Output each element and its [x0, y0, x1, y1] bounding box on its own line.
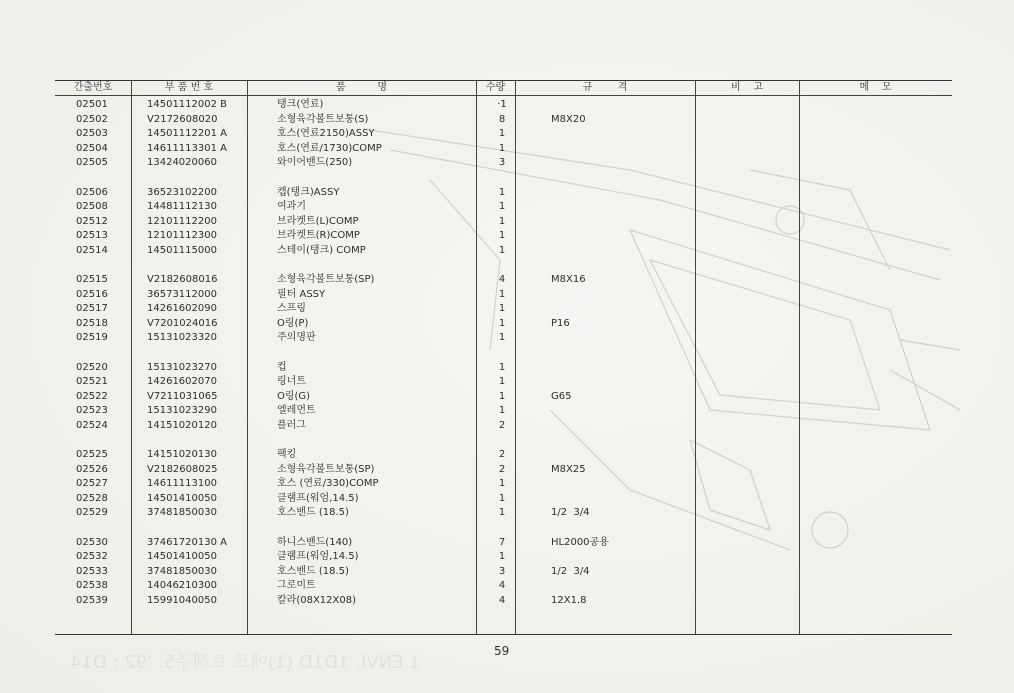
part-name-cell: 소형육각볼트보통(SP) [277, 463, 375, 475]
item-number-cell: 02529 [76, 507, 108, 518]
table-row [55, 506, 952, 520]
table-row [55, 579, 952, 593]
item-number-cell: 02505 [76, 157, 108, 168]
table-row [55, 244, 952, 258]
table-row [55, 142, 952, 156]
part-number-cell: 37461720130 A [147, 536, 228, 548]
part-name-cell: 브라켓트(L)COMP [277, 215, 359, 227]
item-number-cell: 02538 [76, 580, 108, 591]
part-name-cell: 하니스밴드(140) [277, 536, 353, 548]
part-number-cell: 14046210300 [147, 580, 217, 591]
specification-cell: M8X16 [551, 274, 586, 285]
specification-cell: G65 [551, 390, 572, 402]
table-row [55, 375, 952, 389]
part-number-cell: 14501112002 B [147, 99, 228, 110]
item-number-cell: 02523 [76, 405, 108, 416]
part-number-cell: 14501410050 [147, 551, 217, 562]
quantity-cell: 4 [498, 580, 506, 591]
table-row [55, 477, 952, 491]
quantity-cell: 3 [498, 565, 506, 577]
item-number-cell: 02528 [76, 492, 108, 504]
item-number-cell: 02506 [76, 186, 108, 198]
header-quantity: 수량 [485, 82, 506, 93]
quantity-cell: 2 [498, 463, 506, 475]
part-number-cell: 37481850030 [147, 507, 217, 518]
item-number-cell: 02517 [76, 303, 108, 314]
table-row [55, 273, 952, 287]
item-number-cell: 02504 [76, 142, 108, 154]
item-number-cell: 02515 [76, 274, 108, 285]
table-row [55, 288, 952, 302]
page-number: 59 [494, 644, 510, 658]
part-name-cell: 호스(연료2150)ASSY [277, 128, 375, 139]
table-row [55, 419, 952, 433]
item-number-cell: 02522 [76, 390, 108, 402]
specification-cell: HL2000공용 [551, 536, 609, 548]
part-number-cell: 14501115000 [147, 244, 217, 256]
part-name-cell: 클램프(워엄,14.5) [277, 551, 359, 562]
header-specification: 규 격 [582, 82, 628, 93]
table-row [55, 448, 952, 462]
part-number-cell: 15131023320 [147, 332, 217, 343]
quantity-cell: 1 [498, 142, 506, 154]
part-name-cell: 칼라(08X12X08) [277, 594, 356, 606]
part-name-cell: 소형육각볼트보통(SP) [277, 274, 375, 285]
part-number-cell: 15131023270 [147, 361, 217, 373]
quantity-cell: 4 [498, 594, 506, 606]
table-row [55, 463, 952, 477]
part-number-cell: 14151020120 [147, 419, 217, 431]
table-row [55, 229, 952, 243]
part-name-cell: 팩킹 [277, 449, 297, 460]
part-name-cell: 호스 (연료/330)COMP [277, 478, 379, 489]
specification-cell: P16 [551, 317, 570, 329]
quantity-cell: 2 [498, 419, 506, 431]
table-row [55, 492, 952, 506]
part-number-cell: 14261602070 [147, 376, 217, 387]
part-name-cell: 여과기 [277, 201, 306, 212]
table-row [55, 215, 952, 229]
part-name-cell: 호스(연료/1730)COMP [277, 142, 382, 154]
header-part-number: 부 품 번 호 [164, 82, 214, 93]
part-name-cell: O링(G) [277, 390, 311, 402]
part-name-cell: 탱크(연료) [277, 99, 324, 110]
table-row [55, 98, 952, 112]
part-name-cell: 소형육각볼트보통(S) [277, 113, 369, 125]
item-number-cell: 02525 [76, 449, 108, 460]
table-row [55, 565, 952, 579]
part-name-cell: 호스밴드 (18.5) [277, 565, 349, 577]
quantity-cell: 4 [498, 274, 506, 285]
item-number-cell: 02516 [76, 288, 108, 300]
item-number-cell: 02530 [76, 536, 108, 548]
part-number-cell: 37481850030 [147, 565, 217, 577]
quantity-cell: 1 [498, 303, 506, 314]
part-name-cell: 그로미트 [277, 580, 316, 591]
item-number-cell: 02527 [76, 478, 108, 489]
part-number-cell: V2172608020 [147, 113, 218, 125]
quantity-cell: 8 [498, 113, 506, 125]
item-number-cell: 02512 [76, 215, 108, 227]
table-row [55, 127, 952, 141]
item-number-cell: 02539 [76, 594, 108, 606]
table-bottom-rule [55, 634, 952, 635]
header-remarks: 비 고 [730, 82, 764, 93]
part-name-cell: 캡(탱크)ASSY [277, 186, 340, 198]
quantity-cell: 1 [498, 478, 506, 489]
part-name-cell: 클램프(워엄,14.5) [277, 492, 359, 504]
part-number-cell: 15991040050 [147, 594, 217, 606]
quantity-cell: 1 [498, 492, 506, 504]
item-number-cell: 02518 [76, 317, 108, 329]
part-number-cell: 15131023290 [147, 405, 217, 416]
specification-cell: M8X20 [551, 113, 586, 125]
item-number-cell: 02503 [76, 128, 108, 139]
part-number-cell: 12101112300 [147, 230, 217, 241]
table-row [55, 317, 952, 331]
quantity-cell: 1 [498, 317, 506, 329]
specification-cell: 12X1.8 [551, 594, 587, 606]
part-name-cell: 엘레먼트 [277, 405, 316, 416]
item-number-cell: 02524 [76, 419, 108, 431]
quantity-cell: 1 [498, 332, 506, 343]
part-name-cell: 브라켓트(R)COMP [277, 230, 360, 241]
quantity-cell: 1 [498, 128, 506, 139]
quantity-cell: 1 [498, 376, 506, 387]
table-row [55, 156, 952, 170]
item-number-cell: 02533 [76, 565, 108, 577]
table-row [55, 302, 952, 316]
quantity-cell: 1 [498, 551, 506, 562]
item-number-cell: 02526 [76, 463, 108, 475]
table-row [55, 404, 952, 418]
part-name-cell: 플러그 [277, 419, 306, 431]
table-row [55, 536, 952, 550]
header-rule [55, 95, 952, 96]
part-number-cell: 14481112130 [147, 201, 217, 212]
part-number-cell: 14501410050 [147, 492, 217, 504]
item-number-cell: 02520 [76, 361, 108, 373]
table-row [55, 594, 952, 608]
parts-table [55, 80, 952, 636]
bleed-through-footer: 1 ENVI. 1D1D (1)에르 트해주5. '92 : D14 [70, 652, 421, 673]
quantity-cell: 1 [498, 288, 506, 300]
part-number-cell: 14611113100 [147, 478, 217, 489]
table-row [55, 200, 952, 214]
header-part-name: 품 명 [335, 82, 388, 93]
part-name-cell: 필터 ASSY [277, 288, 326, 300]
header-memo: 메 모 [859, 82, 892, 93]
part-number-cell: V2182608016 [147, 274, 218, 285]
item-number-cell: 02514 [76, 244, 108, 256]
quantity-cell: 1 [498, 215, 506, 227]
item-number-cell: 02513 [76, 230, 108, 241]
item-number-cell: 02532 [76, 551, 108, 562]
specification-cell: M8X25 [551, 463, 586, 475]
header-item-number: 간출번호 [73, 82, 113, 93]
item-number-cell: 02501 [76, 99, 108, 110]
item-number-cell: 02521 [76, 376, 108, 387]
table-row [55, 390, 952, 404]
quantity-cell: ·1 [497, 99, 507, 110]
quantity-cell: 1 [498, 244, 506, 256]
part-name-cell: O링(P) [277, 317, 309, 329]
part-number-cell: 14261602090 [147, 303, 217, 314]
part-number-cell: 14611113301 A [147, 142, 228, 154]
part-number-cell: 36523102200 [147, 186, 217, 198]
quantity-cell: 1 [498, 390, 506, 402]
specification-cell: 1/2 3/4 [551, 507, 590, 518]
quantity-cell: 3 [498, 157, 506, 168]
part-name-cell: 호스밴드 (18.5) [277, 507, 349, 518]
quantity-cell: 1 [498, 201, 506, 212]
quantity-cell: 1 [498, 186, 506, 198]
item-number-cell: 02508 [76, 201, 108, 212]
quantity-cell: 7 [498, 536, 506, 548]
item-number-cell: 02502 [76, 113, 108, 125]
part-number-cell: 14501112201 A [147, 128, 228, 139]
part-name-cell: 주의명판 [277, 332, 316, 343]
table-row [55, 113, 952, 127]
item-number-cell: 02519 [76, 332, 108, 343]
part-name-cell: 스프링 [277, 303, 306, 314]
quantity-cell: 1 [498, 405, 506, 416]
part-number-cell: 13424020060 [147, 157, 217, 168]
quantity-cell: 2 [498, 449, 506, 460]
part-number-cell: 36573112000 [147, 288, 217, 300]
part-name-cell: 링너트 [277, 376, 306, 387]
part-name-cell: 스테이(탱크) COMP [277, 244, 366, 256]
quantity-cell: 1 [498, 361, 506, 373]
part-number-cell: 14151020130 [147, 449, 217, 460]
part-number-cell: V7201024016 [147, 317, 218, 329]
quantity-cell: 1 [498, 507, 506, 518]
table-row [55, 361, 952, 375]
table-row [55, 186, 952, 200]
table-row [55, 331, 952, 345]
part-number-cell: 12101112200 [147, 215, 217, 227]
part-name-cell: 와이어밴드(250) [277, 157, 353, 168]
table-row [55, 550, 952, 564]
part-name-cell: 컵 [277, 361, 287, 373]
quantity-cell: 1 [498, 230, 506, 241]
specification-cell: 1/2 3/4 [551, 565, 590, 577]
part-number-cell: V7211031065 [147, 390, 218, 402]
part-number-cell: V2182608025 [147, 463, 218, 475]
